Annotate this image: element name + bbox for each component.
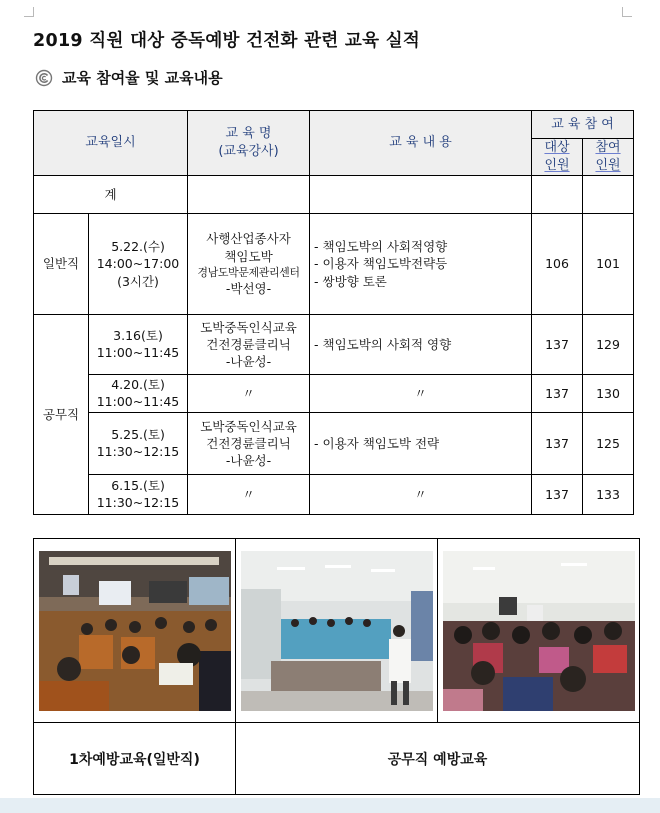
date-line: 6.15.(토) xyxy=(111,478,165,494)
row-actual-count: 133 xyxy=(583,474,634,514)
content-line: - 이용자 책임도박 전략 xyxy=(314,435,440,451)
row-course-name-ditto: 〃 xyxy=(188,374,310,412)
table-row xyxy=(34,412,634,474)
row-target-count: 137 xyxy=(532,374,583,412)
time-line: 11:00~11:45 xyxy=(96,345,180,361)
row-content xyxy=(310,412,532,474)
group-label-public: 공무직 xyxy=(34,314,89,514)
time-line: 11:30~12:15 xyxy=(96,495,180,511)
row-date xyxy=(89,213,188,314)
document-title: 2019 직원 대상 중독예방 건전화 관련 교육 실적 xyxy=(33,31,421,51)
course-line: 책임도박 xyxy=(224,248,273,264)
row-target-count: 106 xyxy=(532,213,583,314)
photo-cell-general xyxy=(34,539,236,723)
header-actual-count xyxy=(583,139,634,176)
content-line: - 이용자 책임도박전략등 xyxy=(314,256,448,272)
course-line: 건전경륜클리닉 xyxy=(206,435,291,451)
total-label: 계 xyxy=(34,175,188,213)
header-target-line1: 대상 xyxy=(544,140,570,155)
photo-cell-public-1 xyxy=(236,539,438,723)
course-line: 도박중독인식교육 xyxy=(200,418,297,434)
header-course-name-line1: 교 육 명 xyxy=(225,126,272,141)
content-line: - 책임도박의 사회적영향 xyxy=(314,239,448,254)
header-actual-line1: 참여 xyxy=(595,140,621,155)
row-date xyxy=(89,412,188,474)
row-course-name xyxy=(188,412,310,474)
instructor-line: -박선영- xyxy=(225,281,272,297)
row-content xyxy=(310,213,532,314)
row-target-count: 137 xyxy=(532,314,583,374)
section-subtitle xyxy=(35,67,223,91)
training-room-photo xyxy=(443,551,635,711)
course-line: 경남도박문제관리센터 xyxy=(197,265,300,279)
header-target-count xyxy=(532,139,583,176)
total-actual-cell xyxy=(583,175,634,213)
total-content-cell xyxy=(310,175,532,213)
total-row xyxy=(34,175,634,213)
lecture-hall-photo xyxy=(39,551,231,711)
course-line: 사행산업종사자 xyxy=(206,231,291,247)
row-actual-count: 129 xyxy=(583,314,634,374)
page-footer-band xyxy=(0,798,660,813)
header-content: 교 육 내 용 xyxy=(310,111,532,176)
table-row xyxy=(34,474,634,514)
course-line: 도박중독인식교육 xyxy=(200,319,297,335)
auditorium-photo xyxy=(241,551,433,711)
date-line: 5.25.(토) xyxy=(111,427,165,443)
course-line: 건전경륜클리닉 xyxy=(206,336,291,352)
photo-cell-public-2 xyxy=(438,539,640,723)
table-row xyxy=(34,213,634,314)
total-target-cell xyxy=(532,175,583,213)
table-row xyxy=(34,374,634,412)
group-label-general: 일반직 xyxy=(34,213,89,314)
row-target-count: 137 xyxy=(532,412,583,474)
row-course-name xyxy=(188,213,310,314)
header-target-line2: 인원 xyxy=(544,157,570,173)
caption-public-training: 공무직 예방교육 xyxy=(236,723,640,795)
swirl-bullet-icon xyxy=(35,69,53,91)
time-line: 11:30~12:15 xyxy=(96,444,180,460)
date-line: 3.16(토) xyxy=(113,328,163,344)
row-actual-count: 101 xyxy=(583,213,634,314)
content-line: - 쌍방향 토론 xyxy=(314,273,387,289)
row-content xyxy=(310,314,532,374)
instructor-line: -나윤성- xyxy=(225,453,272,468)
row-target-count: 137 xyxy=(532,474,583,514)
row-content-ditto: 〃 xyxy=(310,474,532,514)
page-corner-mark-right xyxy=(622,7,632,17)
header-course-name xyxy=(188,111,310,176)
row-date xyxy=(89,314,188,374)
header-course-name-line2: (교육강사) xyxy=(218,143,279,159)
header-actual-line2: 인원 xyxy=(595,157,621,173)
time-line: 11:00~11:45 xyxy=(96,394,180,410)
subtitle-text: 교육 참여율 및 교육내용 xyxy=(62,69,223,87)
row-date xyxy=(89,474,188,514)
header-participation: 교 육 참 여 xyxy=(532,111,634,139)
table-row xyxy=(34,314,634,374)
row-content-ditto: 〃 xyxy=(310,374,532,412)
row-actual-count: 130 xyxy=(583,374,634,412)
photo-table xyxy=(33,538,640,795)
instructor-line: -나윤성- xyxy=(225,354,272,369)
row-course-name xyxy=(188,314,310,374)
date-line: 5.22.(수) xyxy=(111,239,165,254)
total-course-cell xyxy=(188,175,310,213)
header-date: 교육일시 xyxy=(34,111,188,176)
duration-line: (3시간) xyxy=(117,273,159,289)
content-line: - 책임도박의 사회적 영향 xyxy=(314,336,452,352)
date-line: 4.20.(토) xyxy=(111,377,165,393)
education-table xyxy=(33,110,634,515)
caption-general-training: 1차예방교육(일반직) xyxy=(34,723,236,795)
row-date xyxy=(89,374,188,412)
time-line: 14:00~17:00 xyxy=(96,256,180,272)
row-course-name-ditto: 〃 xyxy=(188,474,310,514)
page-corner-mark-left xyxy=(24,7,34,17)
row-actual-count: 125 xyxy=(583,412,634,474)
